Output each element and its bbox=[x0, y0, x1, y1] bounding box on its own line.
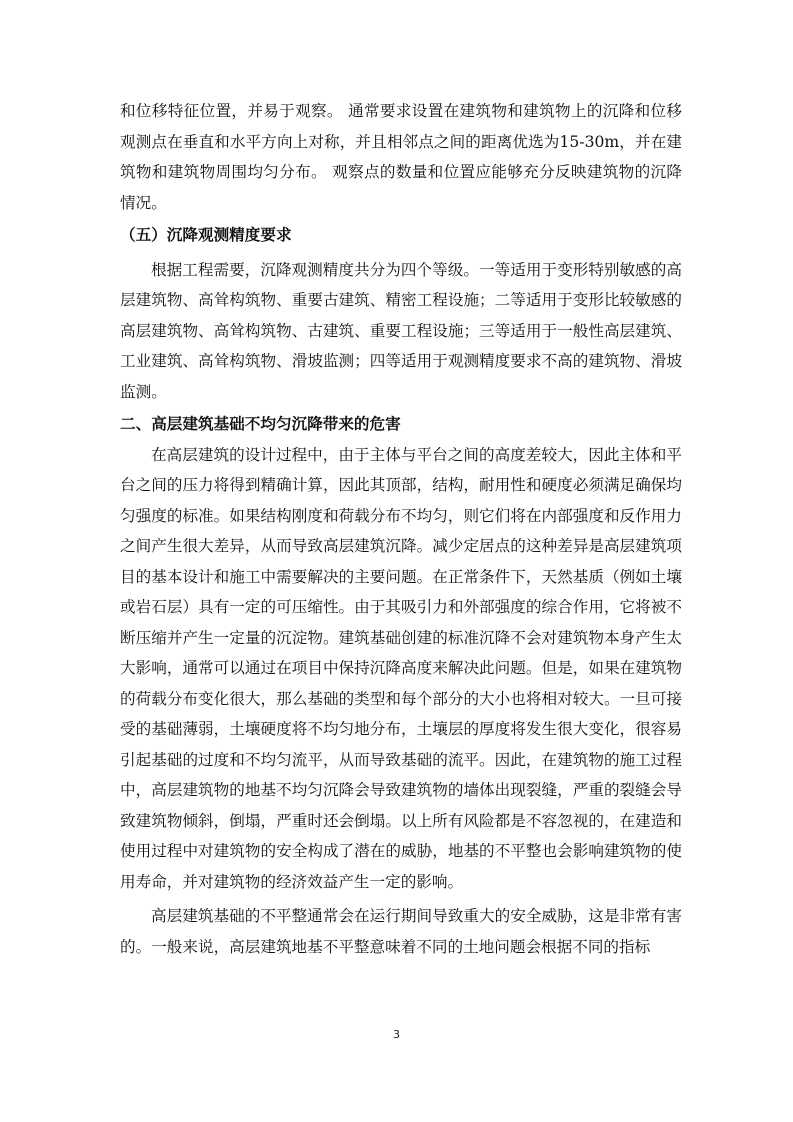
paragraph-observation-points: 和位移特征位置，并易于观察。 通常要求设置在建筑物和建筑物上的沉降和位移观测点在垂直和水平方向上对称，并且相邻点之间的距离优选为15-30m，并在建筑物和建筑物周围均匀分布。 观察点的数量和位置应能够充分反映建筑物的沉降情况。 bbox=[120, 102, 682, 212]
page-content bbox=[120, 96, 682, 962]
paragraph-precision-levels: 根据工程需要，沉降观测精度共分为四个等级。一等适用于变形特别敏感的高层建筑物、高耸构筑物、重要古建筑、精密工程设施；二等适用于变形比较敏感的高层建筑物、高耸构筑物、古建筑、重要工程设施；三等适用于一般性高层建筑、工业建筑、高耸构筑物、滑坡监测；四等适用于观测精度要求不高的建筑物、滑坡监测。 bbox=[120, 260, 682, 401]
section-heading-hazards: 二、高层建筑基础不均匀沉降带来的危害 bbox=[120, 414, 401, 433]
paragraph-hazards-safety: 高层建筑基础的不平整通常会在运行期间导致重大的安全威胁，这是非常有害的。一般来说，高层建筑地基不平整意味着不同的土地问题会根据不同的指标 bbox=[120, 907, 682, 956]
paragraph-hazards-design: 在高层建筑的设计过程中，由于主体与平台之间的高度差较大，因此主体和平台之间的压力将得到精确计算，因此其顶部，结构，耐用性和硬度必须满足确保均匀强度的标准。如果结构刚度和荷载分布不均匀，则它们将在内部强度和反作用力之间产生很大差异，从而导致高层建筑沉降。减少定居点的这种差异是高层建筑项目的基本设计和施工中需要解决的主要问题。在正常条件下，天然基质（例如土壤或岩石层）具有一定的可压缩性。由于其吸引力和外部强度的综合作用，它将被不断压缩并产生一定量的沉淀物。建筑基础创建的标准沉降不会对建筑物本身产生太大影响，通常可以通过在项目中保持沉降高度来解决此问题。但是，如果在建筑物的荷载分布变化很大，那么基础的类型和每个部分的大小也将相对较大。一旦可接受的基础薄弱，土壤硬度将不均匀地分布，土壤层的厚度将发生很大变化，很容易引起基础的过度和不均匀流平，从而导致基础的流平。因此，在建筑物的施工过程中，高层建筑物的地基不均匀沉降会导致建筑物的墙体出现裂缝，严重的裂缝会导致建筑物倾斜，倒塌，严重时还会倒塌。以上所有风险都是不容忽视的，在建造和使用过程中对建筑物的安全构成了潜在的威胁，地基的不平整也会影响建筑物的使用寿命，并对建筑物的经济效益产生一定的影响。 bbox=[120, 445, 682, 891]
page-number: 3 bbox=[393, 1028, 400, 1041]
section-heading-precision: （五）沉降观测精度要求 bbox=[120, 225, 292, 244]
